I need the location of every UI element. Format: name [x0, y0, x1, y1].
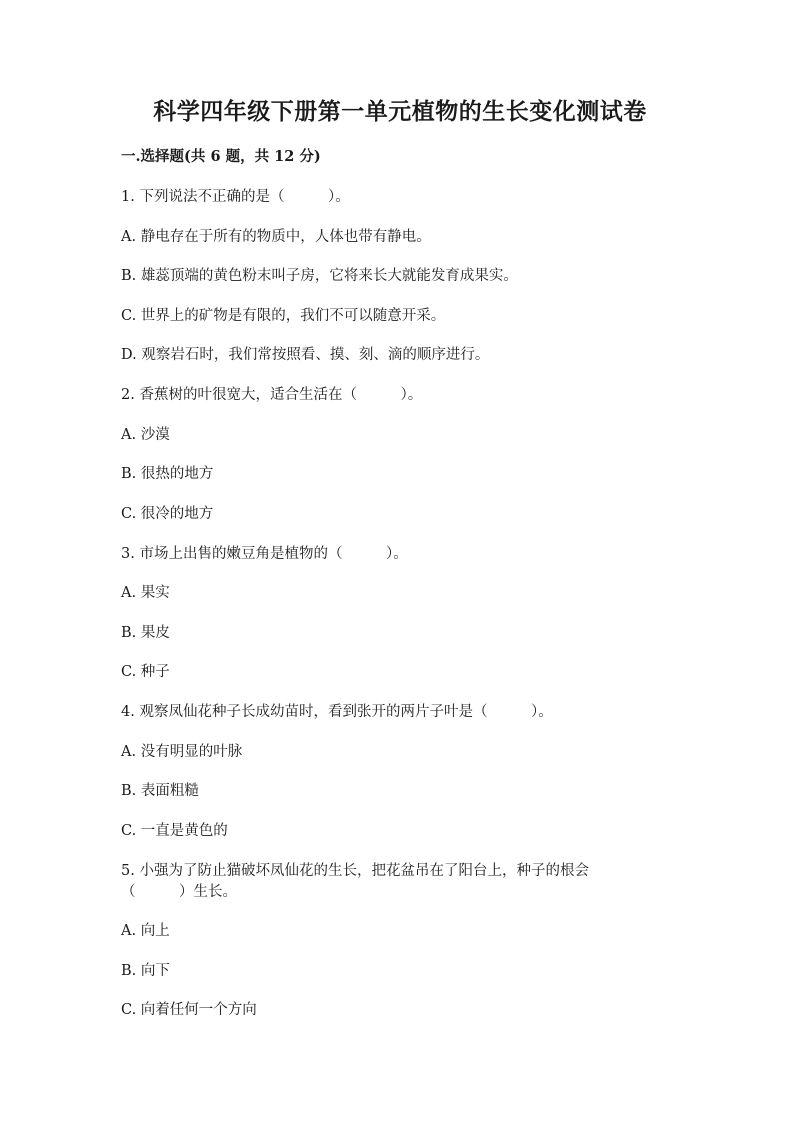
question-3-option-a: A. 果实 [121, 585, 170, 601]
question-1-stem: 1. 下列说法不正确的是（ ）。 [121, 189, 350, 205]
question-4-option-a: A. 没有明显的叶脉 [121, 744, 243, 760]
question-3-option-c: C. 种子 [121, 664, 170, 680]
question-5-stem-line-2: （ ）生长。 [121, 884, 237, 900]
question-3-stem: 3. 市场上出售的嫩豆角是植物的（ ）。 [121, 546, 408, 562]
question-5-option-b: B. 向下 [121, 963, 170, 979]
question-2-option-a: A. 沙漠 [121, 427, 170, 443]
question-4-option-c: C. 一直是黄色的 [121, 823, 228, 839]
question-1-option-d: D. 观察岩石时，我们常按照看、摸、刻、滴的顺序进行。 [121, 347, 490, 363]
question-2-stem: 2. 香蕉树的叶很宽大，适合生活在（ ）。 [121, 387, 423, 403]
question-2-option-b: B. 很热的地方 [121, 466, 214, 482]
question-5-option-a: A. 向上 [121, 923, 170, 939]
question-4-stem: 4. 观察凤仙花种子长成幼苗时，看到张开的两片子叶是（ ）。 [121, 704, 553, 720]
question-5-stem-line-1: 5. 小强为了防止猫破坏凤仙花的生长，把花盆吊在了阳台上，种子的根会 [121, 863, 589, 879]
question-5-option-c: C. 向着任何一个方向 [121, 1002, 257, 1018]
question-4-option-b: B. 表面粗糙 [121, 783, 199, 799]
question-1-option-a: A. 静电存在于所有的物质中，人体也带有静电。 [121, 229, 431, 245]
page-title: 科学四年级下册第一单元植物的生长变化测试卷 [153, 98, 647, 125]
question-3-option-b: B. 果皮 [121, 625, 170, 641]
section-header: 一.选择题(共 6 题，共 12 分) [121, 148, 321, 165]
question-1-option-b: B. 雄蕊顶端的黄色粉末叫子房，它将来长大就能发育成果实。 [121, 268, 518, 284]
question-1-option-c: C. 世界上的矿物是有限的，我们不可以随意开采。 [121, 308, 446, 324]
question-2-option-c: C. 很冷的地方 [121, 506, 214, 522]
